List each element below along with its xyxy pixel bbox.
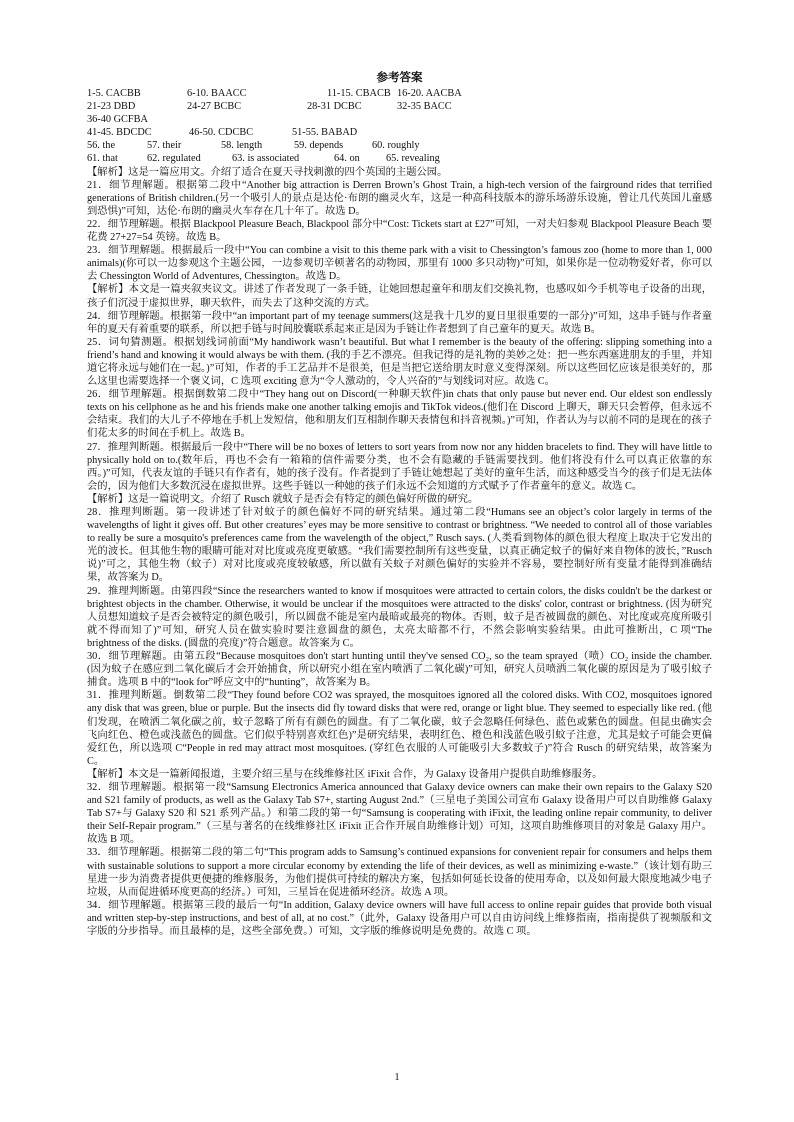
explanation-paragraph: 33．细节理解题。根据第二段的第二句“This program adds to Samsung’s continued expansions for convenient repair for consumers and helps them with sustainable solutions to support a more circular economy by extending the life of their devices, as well as minimizing e-waste.”（该计划有助三星进一步为消费者提供更便捷的维修服务，为他们提供可持续的解决方案，包括如何延长设备的使用寿命，以及如何最大限度地减少电子垃圾，从而促进循环度更高的经济。）可知，三星旨在促进循环经济。故选 A 项。	[87, 847, 712, 898]
explanation-paragraph: 21．细节理解题。根据第二段中“Another big attraction is Derren Brown’s Ghost Train, a high-tech version of the fairground rides that terrified generations of British children.(另一个吸引人的景点是达伦·布朗的幽灵火车，这是一种高科技版本的游乐场游乐设施，曾让几代英国儿童感到恐惧)”可知，达伦·布朗的幽灵火车存在几十年了。故选 D。	[87, 179, 712, 217]
page-title: 参考答案	[376, 72, 423, 84]
explanation-paragraph: 27．推理判断题。根据最后一段中“There will be no boxes of letters to sort years from now nor any hidden bracelets to find. They will have little to physically hold on to.(数年后，再也不会有一箱箱的信件需要分类，也不会有隐藏的手链需要找到。他们将没有什么可以真正依靠的东西。)”可知，代表友谊的手链只有作者有，她的孩子没有。作者提到了手链让她想起了美好的童年生活，而这种感受当今的孩子们是无法体会的，因为他们大多数沉浸在虚拟世界。这些手链以一种她的孩子们永远不会知道的方式赋予了作者童年的意义。故选 C。	[87, 441, 712, 492]
answer-item: 21-23 DBD	[87, 101, 136, 113]
page-number: 1	[394, 1072, 400, 1083]
answer-key-page	[87, 70, 712, 938]
answer-item: 63. is associated	[232, 153, 300, 165]
answer-item: 1-5. CACBB	[87, 88, 141, 99]
explanation-paragraph: 【解析】这是一篇说明文。介绍了 Rusch 就蚊子是否会有特定的颜色偏好所做的研究。	[87, 493, 479, 505]
answer-item: 32-35 BACC	[397, 101, 452, 113]
answer-row	[87, 113, 712, 126]
answer-block	[87, 87, 712, 166]
explanations	[87, 166, 712, 939]
answer-item: 59. depends	[294, 140, 344, 152]
answer-item: 65. revealing	[386, 153, 440, 165]
explanation-paragraph: 32．细节理解题。根据第一段“Samsung Electronics America announced that Galaxy device owners can make their own repairs to the Galaxy S20 and S21 family of products, as well as the Galaxy Tab S7+, starting August 2nd.”（三星电子美国公司宣布 Galaxy 设备用户可以自助维修 Galaxy Tab S7+与 Galaxy S20 和 S21 系列产品。）和第二段的第一句“Samsung is cooperating with iFixit, the leading online repair community, to deliver their Self-Repair program.”（三星与著名的在线维修社区 iFixit 正合作开展自助维修计划）可知，这项自助维修项目的对象是 Galaxy 用户。故选 B 项。	[87, 781, 712, 846]
answer-item: 57. their	[147, 140, 182, 152]
answer-item: 56. the	[87, 140, 116, 152]
answer-item: 46-50. CDCBC	[189, 127, 254, 139]
explanation-paragraph: 31．推理判断题。倒数第二段“They found before CO2 was sprayed, the mosquitoes ignored all the colored disks. With CO2, mosquitoes ignored any disk that was green, blue or purple. But the insects did fly toward disks that were red, orange or light blue. They seemed to especially like red. (他们发现，在喷洒二氧化碳之前，蚊子忽略了所有有颜色的圆盘。有了二氧化碳，蚊子会忽略任何绿色、蓝色或紫色的圆盘。但昆虫确实会飞向红色、橙色或浅蓝色的圆盘。它们似乎特别喜欢红色)”是研究结果，表明红色、橙色和浅蓝色吸引蚊子注意，尤其是蚊子可能会更偏爱红色，所以选项 C“People in red may attract most mosquitoes. (穿红色衣服的人可能吸引大多数蚊子)”符合 Rusch 的研究结果，故答案为 C。	[87, 690, 712, 767]
answer-item: 58. length	[221, 140, 263, 152]
answer-row	[87, 152, 712, 165]
answer-item: 6-10. BAACC	[187, 88, 247, 99]
answer-item: 16-20. AACBA	[397, 88, 462, 99]
explanation-paragraph: 30．细节理解题。由第五段“Because mosquitoes don't start hunting until they've sensed CO₂, so the team sprayed（喷）CO₂ inside the chamber. (因为蚊子在感应到二氧化碳后才会开始捕食，所以研究小组在室内喷洒了二氧化碳)”可知，研究人员喷洒二氧化碳的原因是为了吸引蚊子捕食。选项 B 中的“look for”呼应文中的“hunting”，故答案为 B。	[87, 651, 712, 689]
answer-item: 62. regulated	[147, 153, 201, 165]
answer-item: 41-45. BDCDC	[87, 127, 152, 139]
answer-item: 36-40 GCFBA	[87, 114, 148, 126]
explanation-paragraph: 22．细节理解题。根据 Blackpool Pleasure Beach, Blackpool 部分中“Cost: Tickets start at £27”可知，一对夫妇参观 Blackpool Pleasure Beach 要花费 27+27=54 英镑。故选 B。	[87, 218, 712, 244]
answer-row	[87, 87, 712, 100]
answer-item: 11-15. CBACB	[327, 88, 391, 99]
explanation-paragraph: 29．推理判断题。由第四段“Since the researchers wanted to know if mosquitoes were attracted to certain colors, the disks couldn't be the darkest or brightest objects in the chamber. Otherwise, it would be unclear if the mosquitoes were attracted to the disks' color, contrast or brightness. (因为研究人员想知道蚊子是否会被特定的颜色吸引，所以圆盘不能是室内最暗或最亮的物体。否则，蚊子是否被圆盘的颜色、对比度或亮度所吸引就不得而知了)”可知，研究人员在做实验时要注意圆盘的颜色，太亮太暗都不行，不然会影响实验结果。由此可推断出，C 项“The brightness of the disks. (圆盘的亮度)”符合题意。故答案为 C。	[87, 585, 712, 649]
explanation-paragraph: 25．词句猜测题。根据划线词前面“My handiwork wasn’t beautiful. But what I remember is the beauty of the offering: slipping something into a friend’s hand and knowing it would always be with them. (我的手艺不漂亮。但我记得的是礼物的美妙之处：把一些东西塞进朋友的手里，并知道它将永远与她们在一起。)”可知，作者的手工艺品并不是很美，但是当把它送给朋友时意义变得深刻。所以这些回忆应该是很美好的，那么这里也需要选择一个褒义词，C 选项 exciting 意为“令人激动的，令人兴奋的”与划线词对应。故选 C。	[87, 336, 712, 388]
answer-row	[87, 100, 712, 113]
explanation-paragraph: 【解析】本文是一篇新闻报道，主要介绍三星与在线维修社区 iFixit 合作，为 Galaxy 设备用户提供自助维修服务。	[87, 768, 603, 780]
explanation-paragraph: 34．细节理解题。根据第三段的最后一句“In addition, Galaxy device owners will have full access to online repair guides that provide both visual and written step-by-step instructions, and best of all, at no cost.”（此外，Galaxy 设备用户可以自由访问线上维修指南，指南提供了视频版和文字版的分步指导。而且最棒的是，这些全部免费。）可知，文字版的维修说明是免费的。故选 C 项。	[87, 899, 712, 937]
explanation-paragraph: 24．细节理解题。根据第一段中“an important part of my teenage summers(这是我十几岁的夏日里很重要的一部分)”可知，这串手链与作者童年的夏天有着重要的联系，所以把手链与时间胶囊联系起来正是因为手链让作者想到了自己童年的夏天。故选 B。	[87, 310, 712, 335]
answer-item: 60. roughly	[372, 140, 420, 152]
answer-item: 61. that	[87, 153, 118, 165]
answer-row	[87, 139, 712, 152]
answer-item: 24-27 BCBC	[187, 101, 242, 113]
answer-item: 28-31 DCBC	[307, 101, 362, 113]
explanation-paragraph: 23．细节理解题。根据最后一段中“You can combine a visit to this theme park with a visit to Chessington’s famous zoo (home to more than 1, 000 animals)(你可以一边参观这个主题公园，一边参观切辛顿著名的动物园，那里有 1000 多只动物)”可知，如果你是一位动物爱好者，你可以去 Chessington World of Adventures, Chessington。故选 D。	[87, 245, 712, 283]
answer-item: 64. on	[334, 153, 360, 165]
explanation-paragraph: 26．细节理解题。根据倒数第二段中“They hang out on Discord(一种聊天软件)in chats that only pause but never end. Our eldest son endlessly texts on his cellphone as he and his friends make one another talking emojis and TikTok videos.(他们在 Discord 上聊天，聊天只会暂停，但永远不会结束。我们的大儿子不停地在手机上发短信，他和朋友们互相制作聊天表情包和抖音视频。)”可知，作者认为与以前不同的是现在的孩子们花太多的时间在手机上。故选 B。	[87, 389, 712, 440]
explanation-paragraph: 28．推理判断题。第一段讲述了针对蚊子的颜色偏好不同的研究结果。通过第二段“Humans see an object’s color largely in terms of the wavelengths of light it gives off. But other creatures’ eyes may be more sensitive to contrast or brightness. “We needed to control all of those variables to really be sure a mosquito's preferences came from the wavelength of the object,” Rusch says. (人类看到物体的颜色很大程度上取决于它发出的光的波长。但其他生物的眼睛可能对对比度或亮度更敏感。“我们需要控制所有这些变量，以真正确定蚊子的偏好来自物体的波长，”Rusch 说)”可之，其他生物（蚊子）对对比度或亮度较敏感，所以做有关蚊子对颜色偏好的实验并不容易，要控制好所有变量才能得到准确结果，故答案为 D。	[87, 507, 712, 584]
explanation-paragraph: 【解析】本文是一篇夹叙夹议文。讲述了作者发现了一条手链，让她回想起童年和朋友们交换礼物，也感叹如今手机等电子设备的出现，孩子们沉浸于虚拟世界，聊天软件，而失去了这种交流的方式。	[87, 284, 712, 309]
explanation-paragraph: 【解析】这是一篇应用文。介绍了适合在夏天寻找刺激的四个英国的主题公园。	[87, 166, 448, 178]
answer-item: 51-55. BABAD	[292, 127, 358, 139]
answer-row	[87, 126, 712, 139]
